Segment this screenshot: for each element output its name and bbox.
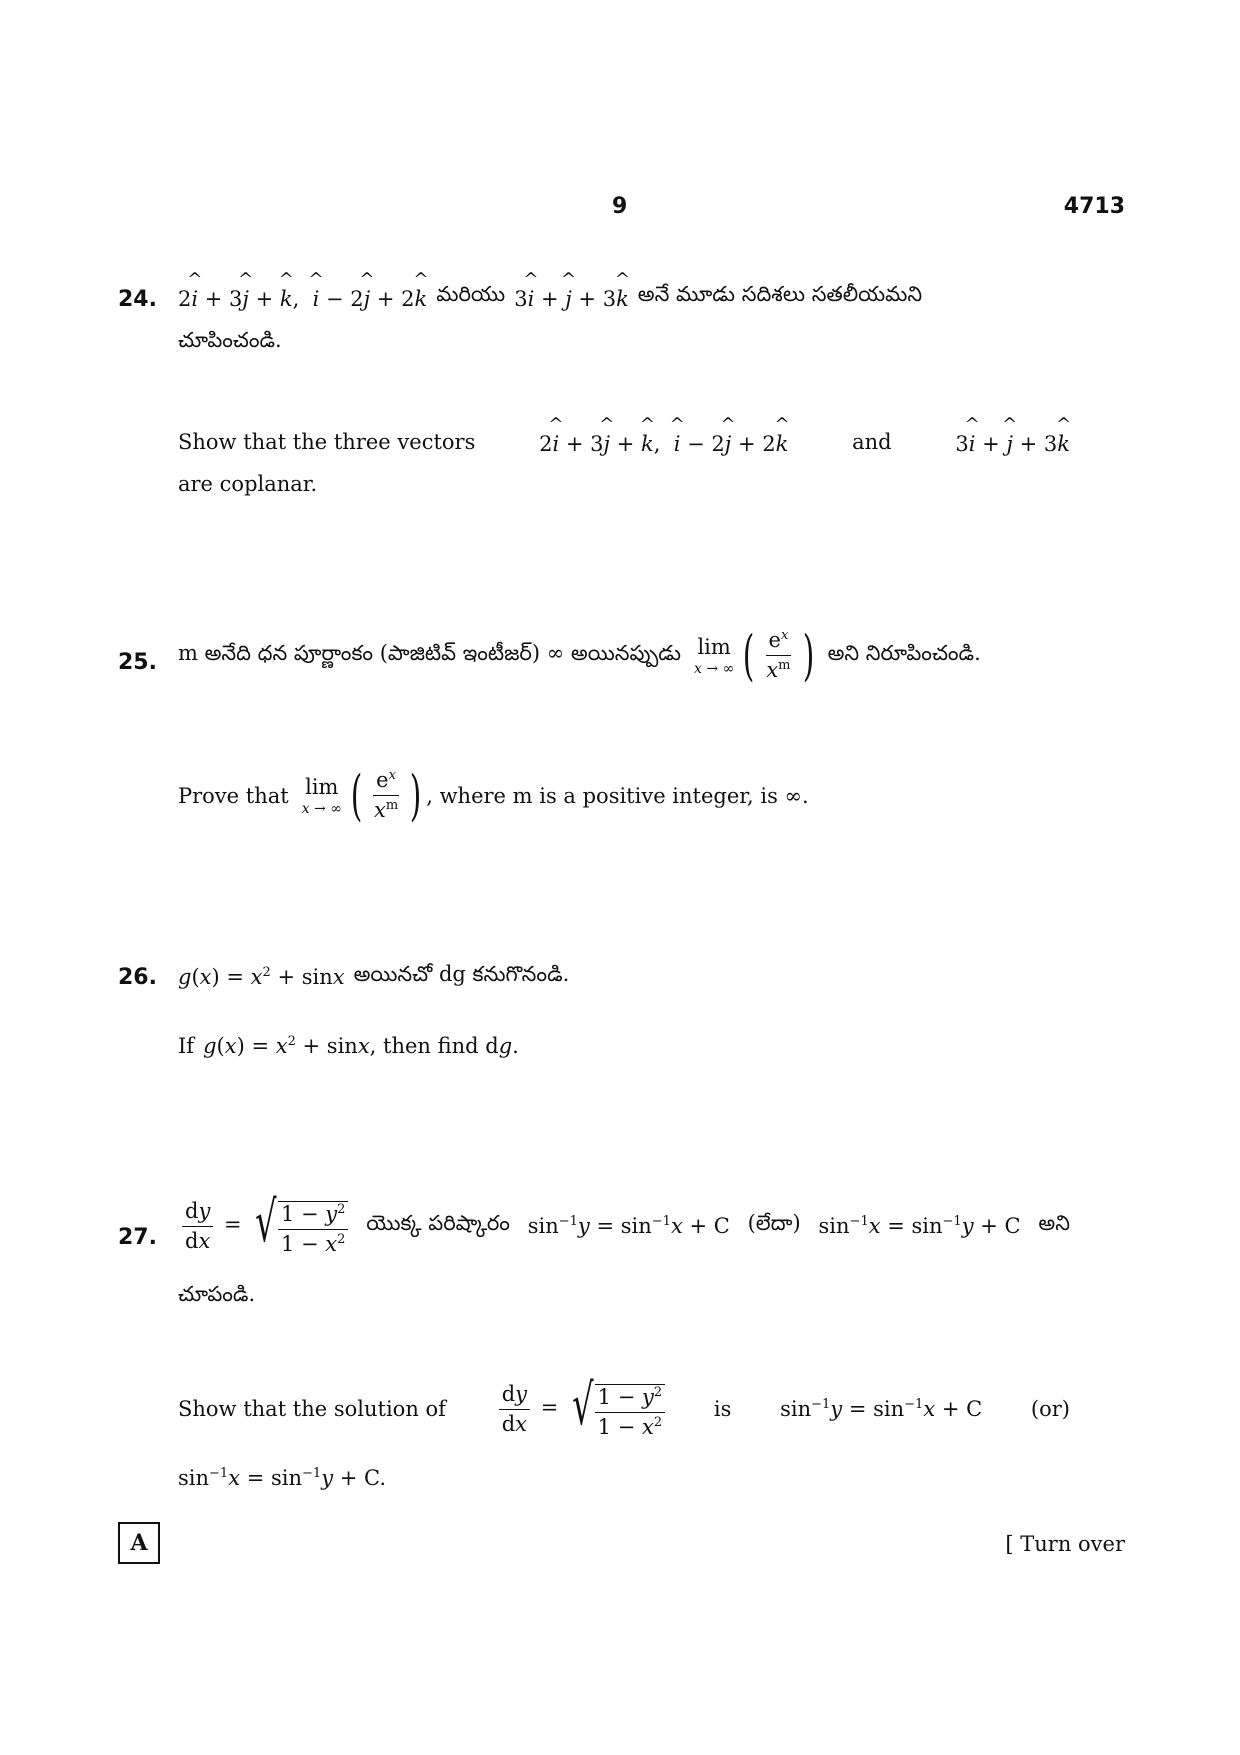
english-is: is — [713, 1397, 732, 1422]
vector-expression-2: 3^ i + ^ j + 3^ k — [514, 283, 629, 311]
question-24-number: 24. — [118, 287, 157, 312]
limit-operator: lim x → ∞ — [694, 634, 735, 677]
question-27-telugu-line1 — [178, 1190, 1070, 1257]
telugu-text: చూపండి. — [178, 1282, 256, 1306]
english-text: Prove that — [178, 783, 289, 808]
english-text: are coplanar. — [178, 472, 318, 496]
question-24-telugu-line1 — [178, 282, 1070, 312]
page-number: 9 — [612, 194, 628, 219]
booklet-code-box: A — [118, 1522, 160, 1564]
vector-expression-1: 2^ i + 3^ j + ^ k, ^ i − 2^ j + 2^ k — [178, 283, 427, 311]
telugu-text: అయినచో dg కనుగొనండి. — [353, 962, 570, 986]
question-24-telugu-line2 — [178, 328, 1070, 358]
question-26-telugu-line — [178, 962, 1070, 992]
english-text: Show that the three vectors — [178, 430, 476, 454]
limit-operator: lim x → ∞ — [301, 774, 342, 817]
question-24-english-line2 — [178, 472, 1070, 496]
english-or: (or) — [1030, 1397, 1070, 1422]
telugu-and: మరియు — [436, 282, 506, 306]
turn-over-text: [ Turn over — [1005, 1532, 1125, 1556]
telugu-text: యొక్క పరిష్కారం — [366, 1211, 510, 1236]
telugu-or: (లేదా) — [747, 1211, 801, 1236]
telugu-text: m అనేది ధన పూర్ణాంకం (పాజిటివ్ ఇంటీజర్) ∞ అయినప్పుడు — [178, 640, 682, 665]
english-text: , then find d — [369, 1034, 499, 1058]
english-text: Show that the solution of — [178, 1397, 446, 1422]
question-26-english-line: If $g(x) = x^2 + \sin x$ , then find d g . — [178, 1034, 519, 1058]
vector-expression-1: 2^ i + 3^ j + ^ k, ^ i − 2^ j + 2^ k — [539, 428, 788, 456]
limit-expression: ( $\frac{e^x}{x^m}$ ) — [350, 763, 422, 827]
vector-expression-2: 3^ i + ^ j + 3^ k — [955, 428, 1070, 456]
differential-equation: $\frac{dy}{dx}$ = √ $\frac{1 - y^2}{1 - x^2}$ — [495, 1378, 665, 1440]
english-and: and — [852, 430, 892, 454]
question-25-telugu-line — [178, 623, 1070, 687]
question-27-english-line1 — [178, 1373, 1070, 1440]
telugu-text: అని — [1038, 1211, 1070, 1236]
function-expression: $g(x) = x^2 + \sin x$ — [203, 1034, 370, 1058]
question-25-number: 25. — [118, 650, 157, 675]
telugu-text: అని నిరూపించండి. — [827, 640, 981, 665]
question-26-number: 26. — [118, 965, 157, 990]
limit-expression: ( $\frac{e^x}{x^m}$ ) — [742, 623, 814, 687]
function-expression: $g(x) = x^2 + \sin x$ — [178, 965, 345, 989]
solution-1: $\sin^{-1}y = \sin^{-1}x + C$ — [780, 1397, 983, 1422]
solution-1: $\sin^{-1}y = \sin^{-1}x + C$ — [527, 1214, 730, 1239]
question-27-telugu-line2 — [178, 1282, 1070, 1312]
question-25-english-line — [178, 763, 1070, 827]
english-text: If — [178, 1034, 195, 1058]
question-27-number: 27. — [118, 1225, 157, 1250]
paper-code: 4713 — [1063, 194, 1125, 219]
solution-2: $\sin^{-1}x = \sin^{-1}y + C$ — [818, 1214, 1021, 1239]
differential-equation: $\frac{dy}{dx}$ = √ $\frac{1 - y^2}{1 - x^2}$ — [178, 1195, 348, 1257]
question-27-english-line2 — [178, 1466, 1070, 1490]
solution-2: $\sin^{-1}x = \sin^{-1}y + C$. — [178, 1466, 387, 1490]
english-text: , where m is a positive integer, is ∞. — [426, 783, 809, 808]
telugu-text: చూపించండి. — [178, 328, 282, 352]
question-24-english-line1 — [178, 428, 1070, 456]
telugu-text: అనే మూడు సదిశలు సతలీయమని — [637, 282, 923, 306]
